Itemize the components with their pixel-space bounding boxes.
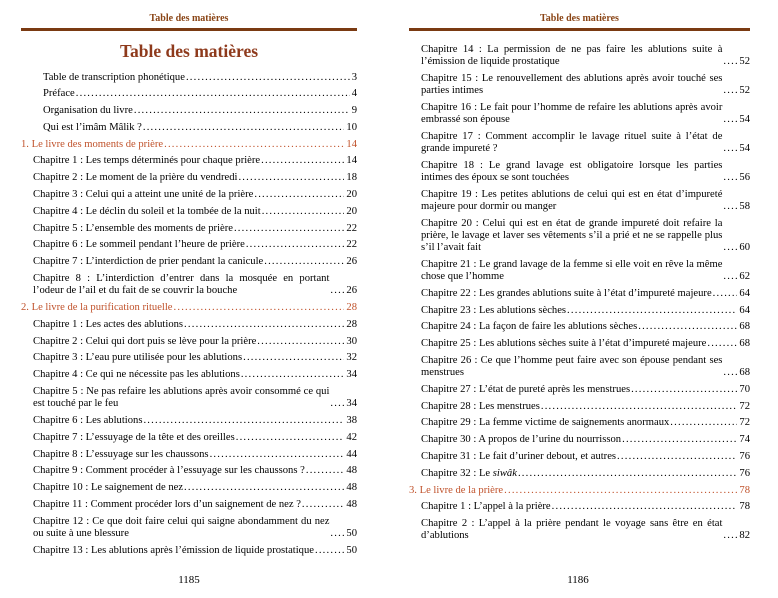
dot-leader	[315, 545, 344, 557]
toc-entry-text: Chapitre 3 : Celui qui a atteint une unité de la prière	[33, 189, 254, 201]
toc-entry	[43, 122, 357, 134]
dot-leader	[210, 449, 345, 461]
toc-entry-page-number: 48	[346, 482, 357, 494]
toc-entry-text: Chapitre 26 : Ce que l’homme peut faire avec son épouse pendant ses menstrues	[421, 354, 723, 379]
toc-entry	[421, 189, 750, 213]
dot-leader	[670, 417, 737, 429]
dot-leader	[330, 285, 344, 297]
toc-entry-page-number: 18	[346, 172, 357, 184]
toc-entry	[33, 223, 357, 235]
dot-leader	[236, 432, 345, 444]
dot-leader	[134, 105, 350, 117]
toc-entry	[33, 155, 357, 167]
dot-leader	[707, 338, 737, 350]
toc-entry-text: Chapitre 29 : La femme victime de saignements anormaux	[421, 417, 670, 429]
dot-leader	[164, 139, 344, 151]
dot-leader	[238, 172, 344, 184]
dot-leader	[723, 201, 737, 213]
toc-entry-page-number: 78	[739, 501, 750, 513]
toc-entry-text: Chapitre 19 : Les petites ablutions de celui qui est en état d’impureté majeure pour dormir ou manger	[421, 188, 723, 212]
toc-entry	[421, 451, 750, 463]
dot-leader	[638, 321, 737, 333]
toc-entry-text: Chapitre 14 : La permission de ne pas faire les ablutions suite à l’émission de liquide prostatique	[421, 43, 723, 67]
dot-leader	[713, 288, 738, 300]
toc-entry-text: Chapitre 9 : Comment procéder à l’essuyage sur les chaussons ?	[33, 465, 305, 477]
dot-leader	[622, 434, 737, 446]
dot-leader	[306, 465, 345, 477]
toc-entry-page-number: 76	[739, 451, 750, 463]
toc-entry	[33, 336, 357, 348]
toc-entry	[421, 288, 750, 300]
header-rule	[409, 28, 750, 31]
toc-entry-text: Chapitre 22 : Les grandes ablutions suite à l’état d’impureté majeure	[421, 287, 712, 299]
dot-leader	[504, 485, 737, 497]
toc-entry-page-number: 68	[739, 338, 750, 350]
toc-entry-text: Chapitre 20 : Celui qui est en état de grande impureté doit refaire la prière, le lavage et laver ses vêtements s’il a prié et ne se rappelle plus s’il l’avait fait	[421, 217, 723, 253]
toc-entry-text-italic: siwâk	[492, 467, 517, 479]
toc-entry-page-number: 26	[346, 256, 357, 268]
dot-leader	[143, 415, 344, 427]
toc-entry	[43, 88, 357, 100]
toc-entry-text: Chapitre 15 : Le renouvellement des ablutions après avoir touché ses parties intimes	[421, 72, 723, 96]
toc-entry	[421, 468, 750, 480]
toc-entry-page-number: 50	[346, 528, 357, 540]
dot-leader	[723, 85, 737, 97]
toc-entry-page-number: 76	[739, 467, 750, 479]
toc-entry	[421, 102, 750, 126]
toc-entry-text: Chapitre 4 : Ce qui ne nécessite pas les ablutions	[33, 369, 240, 381]
dot-leader	[723, 530, 737, 542]
dot-leader	[264, 256, 344, 268]
toc-entry-text: Chapitre 23 : Les ablutions sèches	[421, 304, 567, 316]
toc-entry	[421, 355, 750, 379]
toc-entry	[409, 485, 750, 497]
dot-leader	[567, 305, 737, 317]
toc-entry-text: Chapitre 5 : Ne pas refaire les ablutions après avoir consommé ce qui est touché par le feu	[33, 386, 330, 410]
toc-entry	[421, 73, 750, 97]
toc-entry	[421, 501, 750, 513]
dot-leader	[302, 499, 345, 511]
dot-leader	[262, 206, 345, 218]
toc-entry-text: Chapitre 12 : Ce que doit faire celui qui saigne abondamment du nez ou suite à une blessure	[33, 515, 330, 540]
toc-entry	[421, 434, 750, 446]
toc-entry-page-number: 38	[346, 415, 357, 427]
toc-entry-page-number: 20	[346, 205, 357, 217]
dot-leader	[257, 336, 344, 348]
toc-entry-page-number: 3	[351, 71, 357, 83]
toc-entry-page-number: 14	[346, 155, 357, 167]
toc-entry	[421, 259, 750, 283]
toc-entry-page-number: 68	[739, 367, 750, 379]
dot-leader	[143, 122, 345, 134]
dot-leader	[234, 223, 344, 235]
toc-entry-page-number: 72	[739, 417, 750, 429]
toc-entry	[33, 319, 357, 331]
dot-leader	[723, 242, 737, 254]
toc-entry-page-number: 54	[739, 113, 750, 125]
toc-entries	[21, 72, 357, 558]
toc-entry	[33, 449, 357, 461]
toc-entry-text: Chapitre 7 : L’essuyage de la tête et des oreilles	[33, 431, 235, 443]
toc-entry	[33, 352, 357, 364]
toc-entry-text: Préface	[43, 88, 75, 100]
toc-entry-page-number: 68	[739, 321, 750, 333]
dot-leader	[184, 482, 344, 494]
toc-entry-text: Chapitre 4 : Le déclin du soleil et la tombée de la nuit	[33, 205, 261, 217]
toc-entry-page-number: 52	[739, 55, 750, 67]
toc-entry-page-number: 42	[346, 431, 357, 443]
toc-entry	[43, 72, 357, 84]
toc-entry-text: Chapitre 2 : L’appel à la prière pendant le voyage sans être en état d’ablutions	[421, 518, 723, 542]
toc-entry-text: Chapitre 13 : Les ablutions après l’émission de liquide prostatique	[33, 544, 314, 556]
toc-entries	[409, 44, 750, 543]
toc-entry-page-number: 78	[739, 484, 750, 496]
toc-entry-text: Chapitre 5 : L’ensemble des moments de prière	[33, 222, 233, 234]
toc-entry-text: Chapitre 10 : Le saignement de nez	[33, 482, 184, 494]
dot-leader	[723, 143, 737, 155]
toc-entry-text: Chapitre 6 : Le sommeil pendant l’heure de prière	[33, 239, 245, 251]
toc-entry-text: Chapitre 11 : Comment procéder lors d’un saignement de nez ?	[33, 499, 301, 511]
toc-entry-text: Table de transcription phonétique	[43, 71, 185, 83]
toc-entry	[33, 239, 357, 251]
dot-leader	[617, 451, 737, 463]
toc-entry-text: 1. Le livre des moments de prière	[21, 138, 164, 150]
dot-leader	[184, 319, 344, 331]
toc-entry-text: Chapitre 24 : La façon de faire les ablutions sèches	[421, 321, 638, 333]
toc-entry	[33, 482, 357, 494]
toc-entry	[421, 305, 750, 317]
toc-entry	[21, 302, 357, 314]
toc-entry	[43, 105, 357, 117]
toc-entry	[21, 139, 357, 151]
toc-entry-text: Chapitre 17 : Comment accomplir le lavage rituel suite à l’état de grande impureté ?	[421, 130, 723, 154]
dot-leader	[261, 155, 344, 167]
toc-entry-text: Chapitre 7 : L’interdiction de prier pendant la canicule	[33, 256, 264, 268]
toc-entry-text: Chapitre 3 : L’eau pure utilisée pour les ablutions	[33, 352, 243, 364]
toc-entry	[33, 415, 357, 427]
toc-entry-page-number: 56	[739, 171, 750, 183]
toc-entry	[33, 189, 357, 201]
dot-leader	[723, 114, 737, 126]
page-title: Table des matières	[119, 40, 259, 61]
toc-entry-page-number: 48	[346, 499, 357, 511]
dot-leader	[76, 88, 350, 100]
toc-entry	[421, 338, 750, 350]
toc-entry-text: Chapitre 8 : L’essuyage sur les chaussons	[33, 448, 209, 460]
toc-entry-text: 3. Le livre de la prière	[409, 484, 504, 496]
toc-entry-page-number: 10	[346, 121, 357, 133]
toc-entry-page-number: 72	[739, 400, 750, 412]
dot-leader	[330, 528, 344, 540]
toc-entry-page-number: 20	[346, 189, 357, 201]
toc-entry	[33, 206, 357, 218]
toc-entry-page-number: 50	[346, 544, 357, 556]
toc-entry	[421, 518, 750, 542]
toc-entry	[421, 131, 750, 155]
toc-entry-text: Chapitre 28 : Les menstrues	[421, 400, 540, 412]
dot-leader	[246, 239, 345, 251]
dot-leader	[518, 468, 737, 480]
toc-entry-page-number: 62	[739, 270, 750, 282]
toc-entry-page-number: 54	[739, 142, 750, 154]
toc-entry-text: Chapitre 16 : Le fait pour l’homme de refaire les ablutions après avoir embrassé son épouse	[421, 101, 723, 125]
dot-leader	[723, 172, 737, 184]
toc-entry-page-number: 58	[739, 200, 750, 212]
toc-entry-page-number: 34	[346, 369, 357, 381]
toc-entry-text: Chapitre 1 : L’appel à la prière	[421, 501, 551, 513]
toc-entry-text: Qui est l’imâm Mâlik ?	[43, 121, 142, 133]
dot-leader	[723, 56, 737, 68]
toc-entry-text: Chapitre 21 : Le grand lavage de la femme si elle voit en rêve la même chose que l’homme	[421, 258, 723, 282]
toc-entry	[33, 499, 357, 511]
toc-entry-text: Chapitre 18 : Le grand lavage est obligatoire lorsque les parties intimes des époux se sont touchées	[421, 159, 723, 183]
dot-leader	[631, 384, 737, 396]
toc-entry-page-number: 22	[346, 239, 357, 251]
toc-entry-page-number: 9	[351, 105, 357, 117]
toc-entry-text: Chapitre 2 : Celui qui dort puis se lève pour la prière	[33, 335, 257, 347]
toc-entry-page-number: 32	[346, 352, 357, 364]
dot-leader	[723, 367, 737, 379]
toc-entry	[33, 545, 357, 557]
dot-leader	[254, 189, 344, 201]
toc-entry	[421, 417, 750, 429]
dot-leader	[174, 302, 345, 314]
toc-entry	[421, 321, 750, 333]
toc-entry-page-number: 82	[739, 530, 750, 542]
dot-leader	[330, 398, 344, 410]
toc-entry-text: Chapitre 27 : L’état de pureté après les menstrues	[421, 383, 631, 395]
toc-entry-text: Chapitre 25 : Les ablutions sèches suite à l’état d’impureté majeure	[421, 338, 707, 350]
toc-entry-text: Chapitre 8 : L’interdiction d’entrer dans la mosquée en portant l’odeur de l’ail et du fait de se couvrir la bouche	[33, 273, 330, 297]
toc-entry	[421, 401, 750, 413]
toc-entry-page-number: 74	[739, 434, 750, 446]
toc-entry	[421, 218, 750, 255]
footer-page-number: 1185	[21, 574, 357, 586]
toc-entry-text: Chapitre 32 : Le siwâk	[421, 467, 517, 479]
toc-entry-page-number: 48	[346, 465, 357, 477]
toc-entry	[33, 172, 357, 184]
toc-entry-text: Chapitre 1 : Les temps déterminés pour chaque prière	[33, 155, 261, 167]
toc-entry-page-number: 14	[346, 138, 357, 150]
dot-leader	[186, 72, 350, 84]
dot-leader	[541, 401, 738, 413]
toc-entry-page-number: 4	[351, 88, 357, 100]
toc-entry	[33, 432, 357, 444]
toc-entry-page-number: 44	[346, 448, 357, 460]
toc-entry-page-number: 30	[346, 335, 357, 347]
toc-entry-page-number: 28	[346, 302, 357, 314]
toc-entry-page-number: 34	[346, 398, 357, 410]
toc-entry	[421, 384, 750, 396]
toc-entry-page-number: 26	[346, 285, 357, 297]
dot-leader	[243, 352, 344, 364]
toc-entry-text: Chapitre 30 : A propos de l’urine du nourrisson	[421, 434, 622, 446]
toc-entry-text: Organisation du livre	[43, 105, 133, 117]
dot-leader	[723, 271, 737, 283]
toc-entry-text: Chapitre 6 : Les ablutions	[33, 415, 143, 427]
toc-entry	[33, 369, 357, 381]
toc-entry	[33, 386, 357, 410]
running-header: Table des matières	[540, 13, 619, 24]
toc-entry-page-number: 60	[739, 241, 750, 253]
toc-entry	[33, 465, 357, 477]
toc-entry-page-number: 52	[739, 84, 750, 96]
running-header: Table des matières	[149, 13, 229, 24]
toc-entry-page-number: 70	[739, 383, 750, 395]
dot-leader	[241, 369, 345, 381]
toc-entry-text: Chapitre 1 : Les actes des ablutions	[33, 318, 184, 330]
toc-entry-page-number: 64	[739, 287, 750, 299]
toc-entry	[33, 273, 357, 297]
toc-entry-page-number: 28	[346, 318, 357, 330]
toc-entry	[421, 160, 750, 184]
toc-entry	[421, 44, 750, 68]
dot-leader	[552, 501, 738, 513]
toc-entry-page-number: 22	[346, 222, 357, 234]
toc-entry-text: Chapitre 2 : Le moment de la prière du vendredi	[33, 172, 238, 184]
toc-entry	[33, 516, 357, 540]
toc-entry-text: 2. Le livre de la purification rituelle	[21, 302, 173, 314]
toc-page-right	[389, 0, 778, 598]
toc-entry-text: Chapitre 31 : Le fait d’uriner debout, et autres	[421, 451, 617, 463]
header-rule	[21, 28, 357, 31]
footer-page-number: 1186	[410, 574, 746, 586]
toc-entry	[33, 256, 357, 268]
toc-entry-page-number: 64	[739, 304, 750, 316]
